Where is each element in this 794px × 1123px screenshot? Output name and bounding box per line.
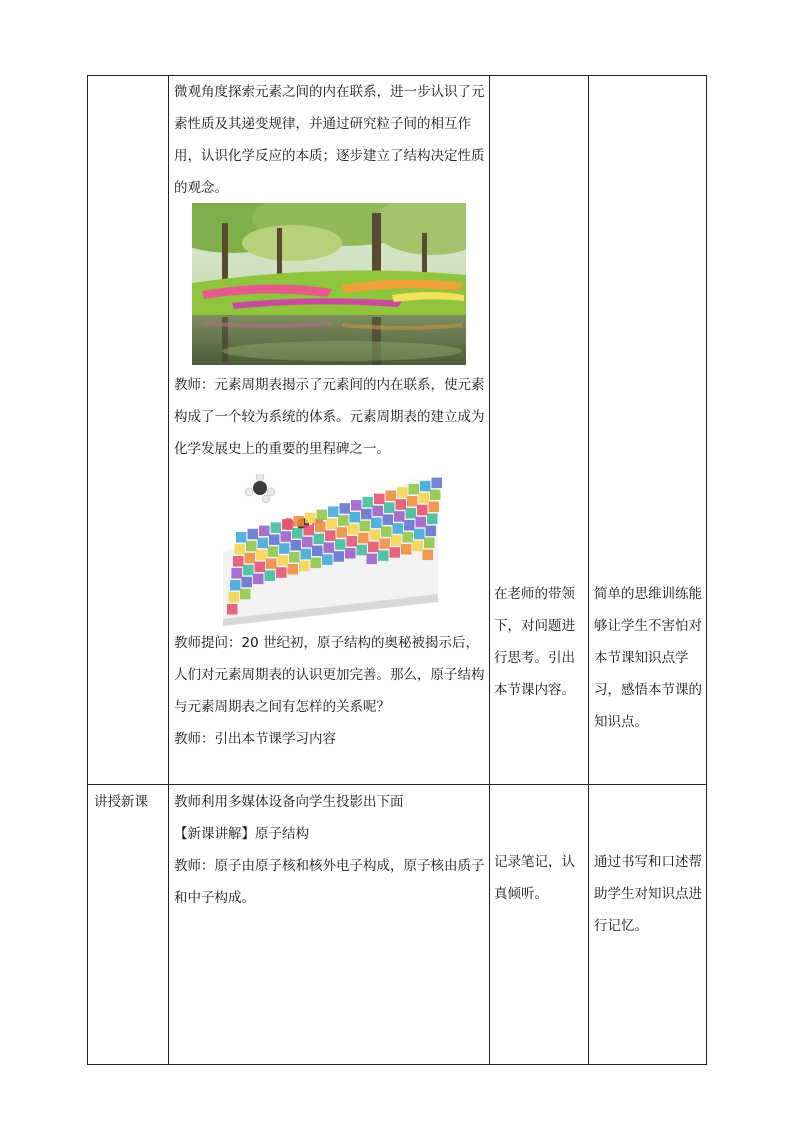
element-block [232,568,243,579]
element-block [245,553,256,564]
element-block [265,570,276,581]
element-block [328,506,339,517]
row1-content-cell [174,76,486,204]
element-block [304,525,315,536]
element-block [401,544,412,555]
element-block [380,538,391,549]
element-block [374,494,385,505]
row2-student-text: 记录笔记，认真倾听。 [494,854,575,902]
row2-stage-text: 讲授新课 [94,794,148,810]
element-block [345,548,356,559]
element-block [278,555,289,566]
element-block [227,604,238,615]
element-block [426,526,437,537]
element-block [367,554,378,565]
element-block [317,510,328,520]
element-block [305,513,316,524]
lesson-plan-table [87,75,707,1065]
element-block [384,502,395,513]
element-block [325,530,336,541]
element-block [396,499,407,510]
row2-paragraph-2: 【新课讲解】原子结构 [174,826,309,842]
element-block [381,526,392,537]
element-block [420,481,431,492]
element-block [276,567,287,578]
element-block [417,505,428,516]
row1-intent-text: 简单的思维训练能够让学生不害怕对本节课知识点学习，感悟本节课的知识点。 [594,586,702,730]
element-block [424,538,435,549]
element-block [266,558,277,569]
element-block [235,544,246,555]
row1-design-intent [594,578,704,738]
element-block [406,508,417,519]
periodic-table-molecules-photo [213,474,443,626]
element-block [351,500,362,511]
element-block [403,532,414,543]
element-block [256,550,267,561]
element-block [337,527,348,538]
element-block [248,529,259,540]
element-block [233,556,244,567]
element-block [315,522,326,533]
element-block [236,532,247,543]
row1-paragraph-1: 微观角度探索元素之间的内在联系，进一步认识了元素性质及其递变规律，并通过研究粒子间的相互作用，认识化学反应的本质；逐步建立了结构决定性质的观念。 [174,84,485,196]
element-block [229,592,240,603]
element-block [271,522,282,533]
row1-paragraph-4: 教师：引出本节课学习内容 [174,731,336,747]
element-block [243,565,254,576]
element-block [301,549,312,560]
row1-student-activity [494,578,586,706]
element-block [327,518,338,529]
table-col-divider [588,76,589,1064]
element-block [429,502,440,512]
element-block [279,543,290,554]
element-block [253,574,264,585]
element-block [268,546,279,557]
element-block [269,534,280,545]
element-block [416,517,427,528]
row1-paragraph-2: 教师：元素周期表揭示了元素间的内在联系，使元素构成了一个较为系统的体系。元素周期表的建立成为化学发展史上的重要的里程碑之一。 [174,377,485,457]
element-block [335,539,346,550]
element-block [393,523,404,534]
element-block [312,546,323,557]
element-block [347,536,358,547]
element-block [230,580,241,591]
element-block [413,541,424,552]
element-block [430,490,441,501]
row2-paragraph-3: 教师：原子由原子核和核外电子构成，原子核由质子和中子构成。 [174,858,485,906]
row2-intent-text: 通过书写和口述帮助学生对知识点进行记忆。 [594,854,702,934]
element-block [302,537,313,548]
element-block [370,530,381,541]
element-block [373,506,384,516]
row2-stage [94,786,166,818]
element-block [404,520,415,531]
element-block [394,511,405,522]
table-col-divider [489,76,490,1064]
park-landscape-image [192,203,466,365]
element-block [255,562,266,573]
element-block [358,533,369,544]
element-block [240,589,251,600]
row1-content-cell-3 [174,627,486,755]
element-block [414,529,425,540]
park-landscape-photo [192,203,466,365]
element-block [378,550,389,561]
element-block [371,518,382,529]
element-block [409,484,420,495]
element-block [299,561,310,572]
element-block [397,487,408,498]
table-col-divider [168,76,169,1064]
element-block [348,524,359,535]
element-block [390,547,401,558]
element-block [338,515,349,526]
element-block [407,496,418,507]
element-block [383,514,394,525]
element-block [282,519,293,530]
element-block [360,521,371,532]
row1-student-text: 在老师的带领下，对问题进行思考。引出本节课内容。 [494,586,575,698]
element-block [427,514,438,525]
element-block [259,526,270,537]
element-block [357,545,368,556]
element-block [432,478,443,489]
element-block [292,528,303,539]
element-block [324,542,335,553]
element-block [386,490,397,501]
element-block [246,541,257,552]
element-block [363,497,374,508]
row2-content-cell [174,786,486,914]
element-block [288,564,299,575]
table-row-divider [88,784,706,785]
element-block [391,535,402,546]
element-block [258,538,269,549]
element-block [368,542,379,553]
element-block [419,493,430,504]
row1-content-cell-2 [174,369,486,465]
element-block [423,550,434,561]
element-block [289,552,300,563]
element-block [350,512,361,523]
element-block [242,577,253,588]
row2-student-activity [494,846,586,910]
element-block [294,516,305,527]
element-block [334,551,345,562]
periodic-table-image [213,474,443,626]
element-block [291,540,302,551]
element-block [322,554,333,565]
element-block [311,558,322,569]
row2-design-intent [594,846,704,942]
element-block [361,509,372,520]
element-block [314,534,325,545]
row2-paragraph-1: 教师利用多媒体设备向学生投影出下面 [174,794,404,810]
row1-paragraph-3: 教师提问：20 世纪初，原子结构的奥秘被揭示后，人们对元素周期表的认识更加完善。那么，原子结构与元素周期表之间有怎样的关系呢？ [174,635,485,715]
element-block [340,503,351,514]
element-block [281,531,292,542]
